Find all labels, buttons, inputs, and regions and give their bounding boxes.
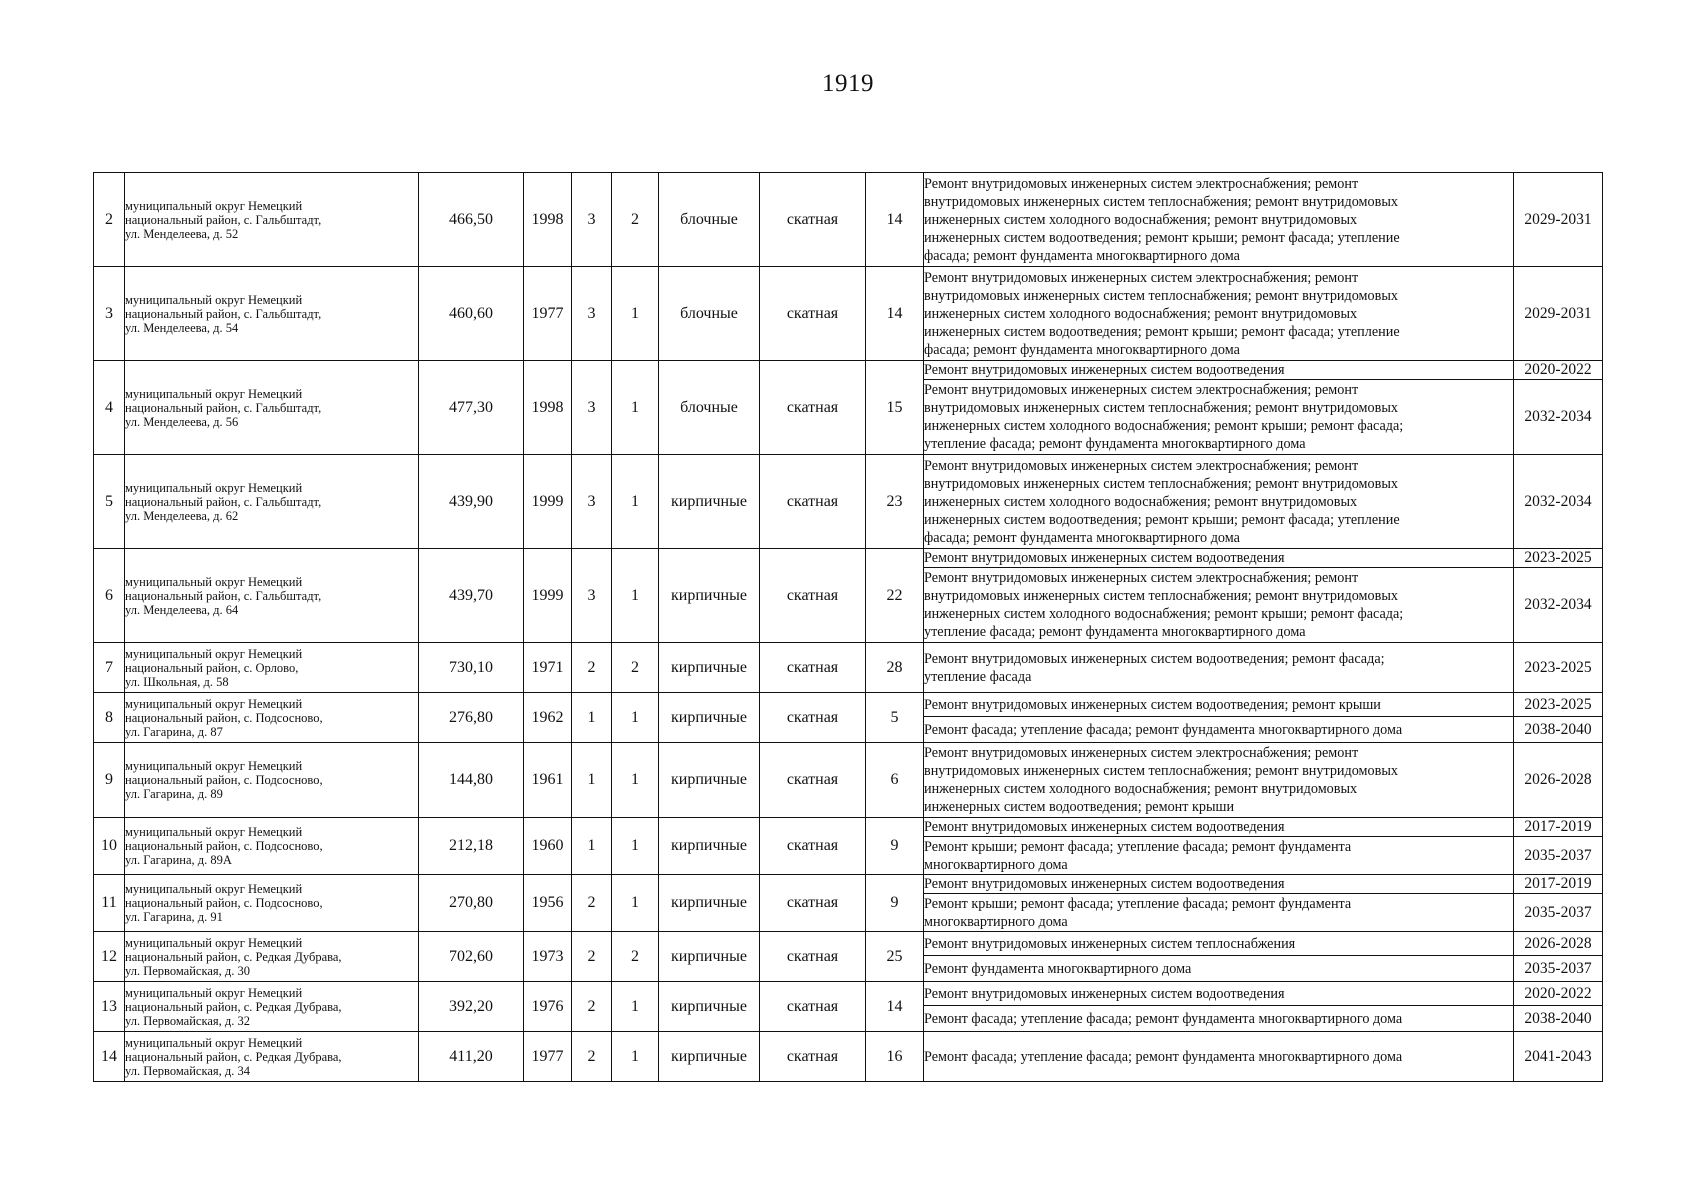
works-description-cell bbox=[924, 956, 1514, 982]
entrances-cell: 1 bbox=[612, 1032, 659, 1082]
address-line: национальный район, с. Подсосново, bbox=[125, 896, 323, 910]
roof-type-cell: скатная bbox=[760, 743, 866, 818]
area-cell: 392,20 bbox=[419, 982, 524, 1032]
works-description-cell bbox=[924, 743, 1514, 818]
works-description-cell bbox=[924, 173, 1514, 267]
table-row bbox=[94, 743, 1603, 818]
address-cell bbox=[125, 818, 419, 875]
works-line: инженерных систем холодного водоснабжения; ремонт крыши; ремонт фасада; bbox=[924, 418, 1404, 434]
works-line: утепление фасада; ремонт фундамента многоквартирного дома bbox=[924, 624, 1306, 640]
flats-count-cell: 14 bbox=[866, 982, 924, 1032]
works-line: внутридомовых инженерных систем теплоснабжения; ремонт внутридомовых bbox=[924, 400, 1398, 416]
period-cell: 2023-2025 bbox=[1514, 693, 1603, 717]
table-row bbox=[94, 267, 1603, 361]
floors-cell: 3 bbox=[572, 173, 612, 267]
period-cell: 2038-2040 bbox=[1514, 1006, 1603, 1032]
year-cell: 1999 bbox=[524, 549, 572, 643]
table-row bbox=[94, 173, 1603, 267]
roof-type-cell: скатная bbox=[760, 455, 866, 549]
year-cell: 1977 bbox=[524, 267, 572, 361]
works-description-cell bbox=[924, 1032, 1514, 1082]
period-cell: 2035-2037 bbox=[1514, 837, 1603, 875]
area-cell: 730,10 bbox=[419, 643, 524, 693]
flats-count-cell: 22 bbox=[866, 549, 924, 643]
walls-material-cell: кирпичные bbox=[659, 743, 760, 818]
entrances-cell: 1 bbox=[612, 818, 659, 875]
address-line: национальный район, с. Гальбштадт, bbox=[125, 588, 322, 603]
works-line: инженерных систем холодного водоснабжения; ремонт внутридомовых bbox=[924, 781, 1358, 797]
area-cell: 477,30 bbox=[419, 361, 524, 455]
floors-cell: 3 bbox=[572, 455, 612, 549]
walls-material-cell: кирпичные bbox=[659, 1032, 760, 1082]
works-line: фасада; ремонт фундамента многоквартирного дома bbox=[924, 247, 1240, 264]
address-line: ул. Гагарина, д. 87 bbox=[125, 724, 223, 739]
works-line: многоквартирного дома bbox=[924, 913, 1068, 930]
works-description-cell bbox=[924, 894, 1514, 932]
floors-cell: 3 bbox=[572, 267, 612, 361]
area-cell: 144,80 bbox=[419, 743, 524, 818]
address-line: национальный район, с. Гальбштадт, bbox=[125, 212, 322, 227]
address-line: национальный район, с. Орлово, bbox=[125, 660, 299, 675]
address-line: ул. Менделеева, д. 54 bbox=[125, 320, 239, 335]
row-number: 2 bbox=[94, 173, 125, 267]
works-line: Ремонт внутридомовых инженерных систем электроснабжения; ремонт bbox=[924, 175, 1359, 192]
period-cell: 2026-2028 bbox=[1514, 743, 1603, 818]
period-cell: 2023-2025 bbox=[1514, 643, 1603, 693]
address-line: национальный район, с. Редкая Дубрава, bbox=[125, 1049, 342, 1064]
address-cell bbox=[125, 932, 419, 982]
works-line: инженерных систем холодного водоснабжения; ремонт крыши; ремонт фасада; bbox=[924, 606, 1404, 622]
works-description-cell bbox=[924, 932, 1514, 956]
period-cell: 2041-2043 bbox=[1514, 1032, 1603, 1082]
walls-material-cell: кирпичные bbox=[659, 693, 760, 743]
address-line: муниципальный округ Немецкий bbox=[125, 825, 303, 839]
address-line: национальный район, с. Подсосново, bbox=[125, 710, 323, 725]
address-line: ул. Менделеева, д. 52 bbox=[125, 226, 239, 241]
entrances-cell: 1 bbox=[612, 455, 659, 549]
area-cell: 466,50 bbox=[419, 173, 524, 267]
flats-count-cell: 15 bbox=[866, 361, 924, 455]
address-cell bbox=[125, 267, 419, 361]
address-line: национальный район, с. Редкая Дубрава, bbox=[125, 999, 342, 1014]
works-line: инженерных систем водоотведения; ремонт крыши; ремонт фасада; утепление bbox=[924, 229, 1400, 246]
roof-type-cell: скатная bbox=[760, 267, 866, 361]
works-line: внутридомовых инженерных систем теплоснабжения; ремонт внутридомовых bbox=[924, 475, 1398, 492]
address-line: муниципальный округ Немецкий bbox=[125, 696, 303, 711]
works-line: Ремонт фундамента многоквартирного дома bbox=[924, 960, 1192, 977]
walls-material-cell: кирпичные bbox=[659, 818, 760, 875]
roof-type-cell: скатная bbox=[760, 875, 866, 932]
works-line: Ремонт внутридомовых инженерных систем электроснабжения; ремонт bbox=[924, 745, 1359, 761]
works-description-cell bbox=[924, 549, 1514, 568]
works-line: внутридомовых инженерных систем теплоснабжения; ремонт внутридомовых bbox=[924, 588, 1398, 604]
works-line: утепление фасада; ремонт фундамента многоквартирного дома bbox=[924, 436, 1306, 452]
period-cell: 2020-2022 bbox=[1514, 361, 1603, 380]
table-body bbox=[94, 173, 1603, 1082]
address-line: муниципальный округ Немецкий bbox=[125, 985, 303, 1000]
entrances-cell: 1 bbox=[612, 875, 659, 932]
walls-material-cell: кирпичные bbox=[659, 875, 760, 932]
row-number: 12 bbox=[94, 932, 125, 982]
address-cell bbox=[125, 982, 419, 1032]
address-line: национальный район, с. Гальбштадт, bbox=[125, 306, 322, 321]
area-cell: 212,18 bbox=[419, 818, 524, 875]
row-number: 13 bbox=[94, 982, 125, 1032]
works-line: Ремонт внутридомовых инженерных систем водоотведения bbox=[924, 819, 1285, 835]
address-line: муниципальный округ Немецкий bbox=[125, 1035, 303, 1050]
year-cell: 1956 bbox=[524, 875, 572, 932]
year-cell: 1961 bbox=[524, 743, 572, 818]
entrances-cell: 1 bbox=[612, 549, 659, 643]
floors-cell: 1 bbox=[572, 743, 612, 818]
table-row bbox=[94, 818, 1603, 837]
works-line: Ремонт внутридомовых инженерных систем водоотведения bbox=[924, 985, 1285, 1002]
works-line: Ремонт фасада; утепление фасада; ремонт фундамента многоквартирного дома bbox=[924, 1010, 1403, 1027]
row-number: 6 bbox=[94, 549, 125, 643]
address-line: национальный район, с. Подсосново, bbox=[125, 839, 323, 853]
period-cell: 2020-2022 bbox=[1514, 982, 1603, 1006]
flats-count-cell: 6 bbox=[866, 743, 924, 818]
works-description-cell bbox=[924, 380, 1514, 455]
page-number: 1919 bbox=[822, 70, 874, 97]
flats-count-cell: 16 bbox=[866, 1032, 924, 1082]
works-description-cell bbox=[924, 693, 1514, 717]
address-line: ул. Менделеева, д. 56 bbox=[125, 414, 239, 429]
row-number: 9 bbox=[94, 743, 125, 818]
table-row bbox=[94, 1032, 1603, 1082]
address-line: ул. Гагарина, д. 91 bbox=[125, 910, 223, 924]
walls-material-cell: кирпичные bbox=[659, 982, 760, 1032]
works-line: инженерных систем холодного водоснабжения; ремонт внутридомовых bbox=[924, 211, 1358, 228]
works-line: Ремонт внутридомовых инженерных систем электроснабжения; ремонт bbox=[924, 269, 1359, 286]
year-cell: 1998 bbox=[524, 361, 572, 455]
year-cell: 1999 bbox=[524, 455, 572, 549]
row-number: 11 bbox=[94, 875, 125, 932]
flats-count-cell: 14 bbox=[866, 173, 924, 267]
entrances-cell: 2 bbox=[612, 932, 659, 982]
works-line: фасада; ремонт фундамента многоквартирного дома bbox=[924, 529, 1240, 546]
entrances-cell: 2 bbox=[612, 173, 659, 267]
works-line: Ремонт внутридомовых инженерных систем электроснабжения; ремонт bbox=[924, 457, 1359, 474]
table-row bbox=[94, 982, 1603, 1006]
year-cell: 1971 bbox=[524, 643, 572, 693]
address-line: муниципальный округ Немецкий bbox=[125, 198, 303, 213]
works-line: Ремонт внутридомовых инженерных систем электроснабжения; ремонт bbox=[924, 382, 1359, 398]
table-row bbox=[94, 549, 1603, 568]
flats-count-cell: 5 bbox=[866, 693, 924, 743]
address-line: национальный район, с. Подсосново, bbox=[125, 773, 323, 787]
works-line: утепление фасада bbox=[924, 668, 1032, 685]
table-row bbox=[94, 361, 1603, 380]
year-cell: 1977 bbox=[524, 1032, 572, 1082]
address-line: ул. Гагарина, д. 89А bbox=[125, 853, 232, 867]
period-cell: 2017-2019 bbox=[1514, 875, 1603, 894]
row-number: 7 bbox=[94, 643, 125, 693]
address-line: муниципальный округ Немецкий bbox=[125, 646, 303, 661]
roof-type-cell: скатная bbox=[760, 693, 866, 743]
address-cell bbox=[125, 693, 419, 743]
roof-type-cell: скатная bbox=[760, 932, 866, 982]
area-cell: 270,80 bbox=[419, 875, 524, 932]
address-cell bbox=[125, 361, 419, 455]
works-line: инженерных систем холодного водоснабжения; ремонт внутридомовых bbox=[924, 493, 1358, 510]
area-cell: 276,80 bbox=[419, 693, 524, 743]
flats-count-cell: 28 bbox=[866, 643, 924, 693]
flats-count-cell: 25 bbox=[866, 932, 924, 982]
row-number: 8 bbox=[94, 693, 125, 743]
works-line: внутридомовых инженерных систем теплоснабжения; ремонт внутридомовых bbox=[924, 763, 1398, 779]
works-line: Ремонт внутридомовых инженерных систем водоотведения bbox=[924, 550, 1285, 566]
roof-type-cell: скатная bbox=[760, 549, 866, 643]
table-row bbox=[94, 643, 1603, 693]
floors-cell: 2 bbox=[572, 982, 612, 1032]
works-line: Ремонт крыши; ремонт фасада; утепление фасада; ремонт фундамента bbox=[924, 895, 1352, 912]
works-description-cell bbox=[924, 455, 1514, 549]
works-line: внутридомовых инженерных систем теплоснабжения; ремонт внутридомовых bbox=[924, 287, 1398, 304]
entrances-cell: 1 bbox=[612, 267, 659, 361]
works-line: Ремонт фасада; утепление фасада; ремонт фундамента многоквартирного дома bbox=[924, 1048, 1403, 1065]
floors-cell: 2 bbox=[572, 1032, 612, 1082]
floors-cell: 2 bbox=[572, 932, 612, 982]
floors-cell: 3 bbox=[572, 361, 612, 455]
area-cell: 702,60 bbox=[419, 932, 524, 982]
period-cell: 2032-2034 bbox=[1514, 568, 1603, 643]
works-line: инженерных систем водоотведения; ремонт крыши bbox=[924, 799, 1235, 815]
walls-material-cell: кирпичные bbox=[659, 932, 760, 982]
address-line: муниципальный округ Немецкий bbox=[125, 759, 303, 773]
row-number: 10 bbox=[94, 818, 125, 875]
roof-type-cell: скатная bbox=[760, 643, 866, 693]
works-line: Ремонт крыши; ремонт фасада; утепление фасада; ремонт фундамента bbox=[924, 838, 1352, 855]
address-cell bbox=[125, 455, 419, 549]
floors-cell: 1 bbox=[572, 818, 612, 875]
works-line: Ремонт внутридомовых инженерных систем водоотведения bbox=[924, 876, 1285, 892]
entrances-cell: 1 bbox=[612, 743, 659, 818]
walls-material-cell: кирпичные bbox=[659, 549, 760, 643]
address-cell bbox=[125, 643, 419, 693]
entrances-cell: 1 bbox=[612, 361, 659, 455]
floors-cell: 1 bbox=[572, 693, 612, 743]
address-line: ул. Школьная, д. 58 bbox=[125, 674, 229, 689]
entrances-cell: 2 bbox=[612, 643, 659, 693]
period-cell: 2023-2025 bbox=[1514, 549, 1603, 568]
period-cell: 2029-2031 bbox=[1514, 267, 1603, 361]
address-line: ул. Первомайская, д. 30 bbox=[125, 963, 250, 978]
address-line: национальный район, с. Гальбштадт, bbox=[125, 400, 322, 415]
works-line: внутридомовых инженерных систем теплоснабжения; ремонт внутридомовых bbox=[924, 193, 1398, 210]
works-description-cell bbox=[924, 818, 1514, 837]
walls-material-cell: блочные bbox=[659, 173, 760, 267]
walls-material-cell: кирпичные bbox=[659, 455, 760, 549]
address-cell bbox=[125, 549, 419, 643]
roof-type-cell: скатная bbox=[760, 173, 866, 267]
period-cell: 2032-2034 bbox=[1514, 380, 1603, 455]
period-cell: 2038-2040 bbox=[1514, 717, 1603, 743]
row-number: 4 bbox=[94, 361, 125, 455]
works-line: Ремонт внутридомовых инженерных систем водоотведения bbox=[924, 362, 1285, 378]
period-cell: 2029-2031 bbox=[1514, 173, 1603, 267]
floors-cell: 2 bbox=[572, 643, 612, 693]
address-line: ул. Первомайская, д. 32 bbox=[125, 1013, 250, 1028]
works-line: инженерных систем водоотведения; ремонт крыши; ремонт фасада; утепление bbox=[924, 511, 1400, 528]
period-cell: 2035-2037 bbox=[1514, 894, 1603, 932]
entrances-cell: 1 bbox=[612, 982, 659, 1032]
period-cell: 2026-2028 bbox=[1514, 932, 1603, 956]
works-description-cell bbox=[924, 568, 1514, 643]
row-number: 5 bbox=[94, 455, 125, 549]
flats-count-cell: 14 bbox=[866, 267, 924, 361]
works-line: Ремонт внутридомовых инженерных систем теплоснабжения bbox=[924, 935, 1296, 952]
works-description-cell bbox=[924, 837, 1514, 875]
area-cell: 439,70 bbox=[419, 549, 524, 643]
roof-type-cell: скатная bbox=[760, 818, 866, 875]
year-cell: 1960 bbox=[524, 818, 572, 875]
period-cell: 2017-2019 bbox=[1514, 818, 1603, 837]
works-description-cell bbox=[924, 361, 1514, 380]
area-cell: 439,90 bbox=[419, 455, 524, 549]
roof-type-cell: скатная bbox=[760, 361, 866, 455]
row-number: 3 bbox=[94, 267, 125, 361]
row-number: 14 bbox=[94, 1032, 125, 1082]
works-line: Ремонт внутридомовых инженерных систем водоотведения; ремонт фасада; bbox=[924, 650, 1385, 667]
works-line: инженерных систем холодного водоснабжения; ремонт внутридомовых bbox=[924, 305, 1358, 322]
works-line: Ремонт фасада; утепление фасада; ремонт фундамента многоквартирного дома bbox=[924, 721, 1403, 738]
works-description-cell bbox=[924, 982, 1514, 1006]
floors-cell: 3 bbox=[572, 549, 612, 643]
works-line: инженерных систем водоотведения; ремонт крыши; ремонт фасада; утепление bbox=[924, 323, 1400, 340]
year-cell: 1973 bbox=[524, 932, 572, 982]
walls-material-cell: кирпичные bbox=[659, 643, 760, 693]
works-description-cell bbox=[924, 643, 1514, 693]
address-line: ул. Гагарина, д. 89 bbox=[125, 787, 223, 801]
address-line: муниципальный округ Немецкий bbox=[125, 882, 303, 896]
works-line: фасада; ремонт фундамента многоквартирного дома bbox=[924, 341, 1240, 358]
area-cell: 411,20 bbox=[419, 1032, 524, 1082]
table-row bbox=[94, 932, 1603, 956]
address-line: ул. Менделеева, д. 62 bbox=[125, 508, 239, 523]
address-cell bbox=[125, 173, 419, 267]
address-cell bbox=[125, 875, 419, 932]
address-line: муниципальный округ Немецкий bbox=[125, 480, 303, 495]
address-line: муниципальный округ Немецкий bbox=[125, 386, 303, 401]
roof-type-cell: скатная bbox=[760, 1032, 866, 1082]
works-description-cell bbox=[924, 875, 1514, 894]
works-description-cell bbox=[924, 717, 1514, 743]
address-line: муниципальный округ Немецкий bbox=[125, 292, 303, 307]
works-description-cell bbox=[924, 1006, 1514, 1032]
works-line: Ремонт внутридомовых инженерных систем водоотведения; ремонт крыши bbox=[924, 696, 1381, 713]
address-line: ул. Первомайская, д. 34 bbox=[125, 1063, 250, 1078]
address-line: ул. Менделеева, д. 64 bbox=[125, 602, 239, 617]
works-description-cell bbox=[924, 267, 1514, 361]
table-row bbox=[94, 875, 1603, 894]
flats-count-cell: 9 bbox=[866, 875, 924, 932]
walls-material-cell: блочные bbox=[659, 361, 760, 455]
address-cell bbox=[125, 1032, 419, 1082]
address-line: муниципальный округ Немецкий bbox=[125, 574, 303, 589]
works-line: многоквартирного дома bbox=[924, 856, 1068, 873]
roof-type-cell: скатная bbox=[760, 982, 866, 1032]
works-line: Ремонт внутридомовых инженерных систем электроснабжения; ремонт bbox=[924, 570, 1359, 586]
flats-count-cell: 23 bbox=[866, 455, 924, 549]
buildings-table bbox=[93, 172, 1603, 1082]
floors-cell: 2 bbox=[572, 875, 612, 932]
address-line: национальный район, с. Редкая Дубрава, bbox=[125, 949, 342, 964]
year-cell: 1998 bbox=[524, 173, 572, 267]
flats-count-cell: 9 bbox=[866, 818, 924, 875]
period-cell: 2032-2034 bbox=[1514, 455, 1603, 549]
address-line: национальный район, с. Гальбштадт, bbox=[125, 494, 322, 509]
address-line: муниципальный округ Немецкий bbox=[125, 935, 303, 950]
table-row bbox=[94, 693, 1603, 717]
year-cell: 1976 bbox=[524, 982, 572, 1032]
entrances-cell: 1 bbox=[612, 693, 659, 743]
area-cell: 460,60 bbox=[419, 267, 524, 361]
period-cell: 2035-2037 bbox=[1514, 956, 1603, 982]
table-row bbox=[94, 455, 1603, 549]
address-cell bbox=[125, 743, 419, 818]
year-cell: 1962 bbox=[524, 693, 572, 743]
walls-material-cell: блочные bbox=[659, 267, 760, 361]
